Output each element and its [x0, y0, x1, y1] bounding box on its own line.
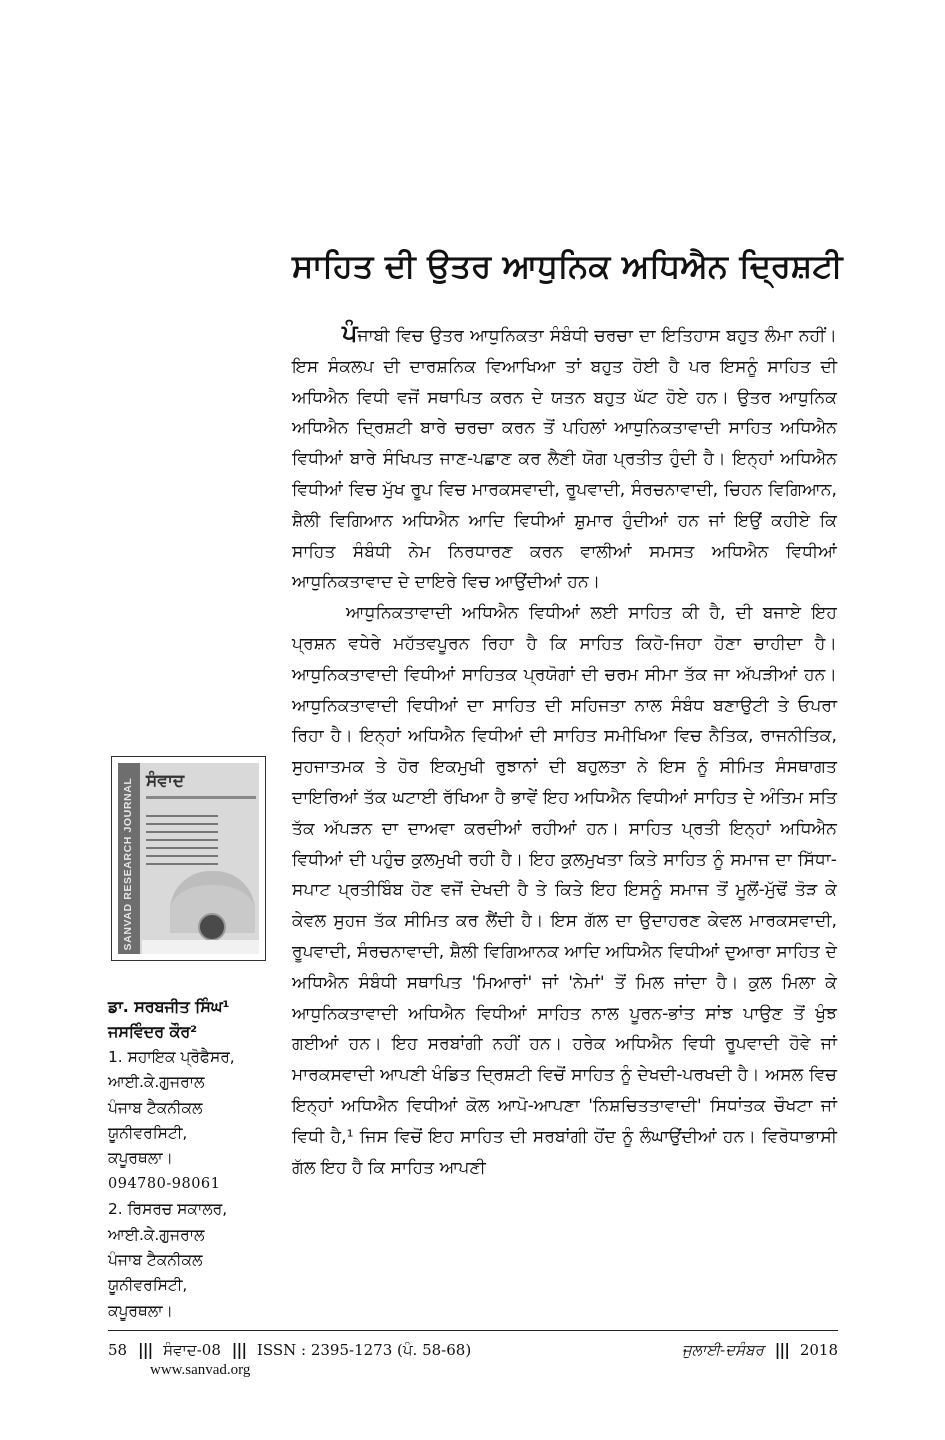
separator-bars: |||	[231, 1340, 247, 1359]
author-name-2: ਜਸਵਿੰਦਰ ਕੌਰ²	[108, 1022, 198, 1042]
article-title: ਸਾਹਿਤ ਦੀ ਉਤਰ ਆਧੁਨਿਕ ਅਧਿਐਨ ਦ੍ਰਿਸ਼ਟੀ	[292, 247, 843, 286]
issue-year: 2018	[799, 1341, 838, 1359]
cover-seal-icon	[198, 913, 226, 941]
affiliation-line: 1. ਸਹਾਇਕ ਪ੍ਰੋਫੈਸਰ,	[108, 1047, 235, 1066]
journal-issue: ਸੰਵਾਦ-08	[163, 1341, 221, 1359]
affiliation-line: ਆਈ.ਕੇ.ਗੁਜਰਾਲ	[108, 1225, 205, 1244]
footer-right	[682, 1340, 838, 1359]
affiliation-line: ਪੰਜਾਬ ਟੈਕਨੀਕਲ	[108, 1098, 203, 1117]
footer-rule	[108, 1330, 838, 1331]
affiliation-line: ਕਪੂਰਥਲਾ।	[108, 1149, 173, 1168]
paragraph-1	[292, 318, 837, 598]
affiliation-line: 2. ਰਿਸਰਚ ਸਕਾਲਰ,	[108, 1200, 228, 1219]
cover-contents-lines	[146, 815, 218, 871]
paragraph-1-text: ਜਾਬੀ ਵਿਚ ਉਤਰ ਆਧੁਨਿਕਤਾ ਸੰਬੰਧੀ ਚਰਚਾ ਦਾ ਇਤਿਹਾਸ ਬਹੁਤ ਲੰਮਾ ਨਹੀਂ। ਇਸ ਸੰਕਲਪ ਦੀ ਦਾਰਸ਼ਨਿਕ ਵਿਆਖਿਆ ਤਾਂ ਬਹੁਤ ਹੋਈ ਹੈ ਪਰ ਇਸਨੂੰ ਸਾਹਿਤ ਦੀ ਅਧਿਐਨ ਵਿਧੀ ਵਜੋਂ ਸਥਾਪਿਤ ਕਰਨ ਦੇ ਯਤਨ ਬਹੁਤ ਘੱਟ ਹੋਏ ਹਨ। ਉਤਰ ਆਧੁਨਿਕ ਅਧਿਐਨ ਦ੍ਰਿਸ਼ਟੀ ਬਾਰੇ ਚਰਚਾ ਕਰਨ ਤੋਂ ਪਹਿਲਾਂ ਆਧੁਨਿਕਤਾਵਾਦੀ ਸਾਹਿਤ ਅਧਿਐਨ ਵਿਧੀਆਂ ਬਾਰੇ ਸੰਖਿਪਤ ਜਾਣ-ਪਛਾਣ ਕਰ ਲੈਣੀ ਯੋਗ ਪ੍ਰਤੀਤ ਹੁੰਦੀ ਹੈ। ਇਨ੍ਹਾਂ ਅਧਿਐਨ ਵਿਧੀਆਂ ਵਿਚ ਮੁੱਖ ਰੂਪ ਵਿਚ ਮਾਰਕਸਵਾਦੀ, ਰੂਪਵਾਦੀ, ਸੰਰਚਨਾਵਾਦੀ, ਚਿਹਨ ਵਿਗਿਆਨ, ਸ਼ੈਲੀ ਵਿਗਿਆਨ ਅਧਿਐਨ ਆਦਿ ਵਿਧੀਆਂ ਸ਼ੁਮਾਰ ਹੁੰਦੀਆਂ ਹਨ ਜਾਂ ਇਉਂ ਕਹੀਏ ਕਿ ਸਾਹਿਤ ਸੰਬੰਧੀ ਨੇਮ ਨਿਰਧਾਰਣ ਕਰਨ ਵਾਲੀਆਂ ਸਮਸਤ ਅਧਿਐਨ ਵਿਧੀਆਂ ਆਧੁਨਿਕਤਾਵਾਦ ਦੇ ਦਾਇਰੇ ਵਿਚ ਆਉਂਦੀਆਂ ਹਨ।	[292, 326, 837, 593]
cover-footer-band	[142, 940, 259, 954]
affiliation-line: ਕਪੂਰਥਲਾ।	[108, 1301, 173, 1320]
affiliation-line: ਆਈ.ਕੇ.ਗੁਜਰਾਲ	[108, 1073, 205, 1092]
journal-cover-image	[111, 756, 266, 961]
article-body	[292, 318, 837, 1183]
cover-logo: ਸੰਵਾਦ	[146, 771, 185, 791]
paragraph-2: ਆਧੁਨਿਕਤਾਵਾਦੀ ਅਧਿਐਨ ਵਿਧੀਆਂ ਲਈ ਸਾਹਿਤ ਕੀ ਹੈ, ਦੀ ਬਜਾਏ ਇਹ ਪ੍ਰਸ਼ਨ ਵਧੇਰੇ ਮਹੱਤਵਪੂਰਨ ਰਿਹਾ ਹੈ ਕਿ ਸਾਹਿਤ ਕਿਹੋ-ਜਿਹਾ ਹੋਣਾ ਚਾਹੀਦਾ ਹੈ। ਆਧੁਨਿਕਤਾਵਾਦੀ ਵਿਧੀਆਂ ਸਾਹਿਤਕ ਪ੍ਰਯੋਗਾਂ ਦੀ ਚਰਮ ਸੀਮਾ ਤੱਕ ਜਾ ਅੱਪੜੀਆਂ ਹਨ। ਆਧੁਨਿਕਤਾਵਾਦੀ ਵਿਧੀਆਂ ਦਾ ਸਾਹਿਤ ਦੀ ਸਹਿਜਤਾ ਨਾਲ ਸੰਬੰਧ ਬਣਾਉਟੀ ਤੇ ਓਪਰਾ ਰਿਹਾ ਹੈ। ਇਨ੍ਹਾਂ ਅਧਿਐਨ ਵਿਧੀਆਂ ਦੀ ਸਾਹਿਤ ਸਮੀਖਿਆ ਵਿਚ ਨੈਤਿਕ, ਰਾਜਨੀਤਿਕ, ਸੁਹਜਾਤਮਕ ਤੇ ਹੋਰ ਇਕਮੁਖੀ ਰੁਝਾਨਾਂ ਦੀ ਬਹੁਲਤਾ ਨੇ ਇਸ ਨੂੰ ਸੀਮਿਤ ਸੰਸਥਾਗਤ ਦਾਇਰਿਆਂ ਤੱਕ ਘਟਾਈ ਰੱਖਿਆ ਹੈ ਭਾਵੇਂ ਇਹ ਅਧਿਐਨ ਵਿਧੀਆਂ ਸਾਹਿਤ ਦੇ ਅੰਤਿਮ ਸਤਿ ਤੱਕ ਅੱਪੜਨ ਦਾ ਦਾਅਵਾ ਕਰਦੀਆਂ ਰਹੀਆਂ ਹਨ। ਸਾਹਿਤ ਪ੍ਰਤੀ ਇਨ੍ਹਾਂ ਅਧਿਐਨ ਵਿਧੀਆਂ ਦੀ ਪਹੁੰਚ ਕੁਲਮੁਖੀ ਰਹੀ ਹੈ। ਇਹ ਕੁਲਮੁਖਤਾ ਕਿਤੇ ਸਾਹਿਤ ਨੂੰ ਸਮਾਜ ਦਾ ਸਿੱਧਾ-ਸਪਾਟ ਪ੍ਰਤੀਬਿੰਬ ਹੋਣ ਵਜੋਂ ਦੇਖਦੀ ਹੈ ਤੇ ਕਿਤੇ ਇਹ ਇਸਨੂੰ ਸਮਾਜ ਤੋਂ ਮੂਲੋਂ-ਮੁੱਢੋਂ ਤੋੜ ਕੇ ਕੇਵਲ ਸੁਹਜ ਤੱਕ ਸੀਮਿਤ ਕਰ ਲੈਂਦੀ ਹੈ। ਇਸ ਗੱਲ ਦਾ ਉਦਾਹਰਣ ਕੇਵਲ ਮਾਰਕਸਵਾਦੀ, ਰੂਪਵਾਦੀ, ਸੰਰਚਨਾਵਾਦੀ, ਸ਼ੈਲੀ ਵਿਗਿਆਨਕ ਆਦਿ ਅਧਿਐਨ ਵਿਧੀਆਂ ਦੁਆਰਾ ਸਾਹਿਤ ਦੇ ਅਧਿਐਨ ਸੰਬੰਧੀ ਸਥਾਪਿਤ 'ਮਿਆਰਾਂ' ਜਾਂ 'ਨੇਮਾਂ' ਤੋਂ ਮਿਲ ਜਾਂਦਾ ਹੈ। ਕੁਲ ਮਿਲਾ ਕੇ ਆਧੁਨਿਕਤਾਵਾਦੀ ਅਧਿਐਨ ਵਿਧੀਆਂ ਸਾਹਿਤ ਨਾਲ ਪੂਰਨ-ਭਾਂਤ ਸਾਂਝ ਪਾਉਣ ਤੋਂ ਖੁੰਝ ਗਈਆਂ ਹਨ। ਇਹ ਸਰਬਾਂਗੀ ਨਹੀਂ ਹਨ। ਹਰੇਕ ਅਧਿਐਨ ਵਿਧੀ ਰੂਪਵਾਦੀ ਹੋਵੇ ਜਾਂ ਮਾਰਕਸਵਾਦੀ ਆਪਣੀ ਖੰਡਿਤ ਦ੍ਰਿਸ਼ਟੀ ਵਿਚੋਂ ਸਾਹਿਤ ਨੂੰ ਦੇਖਦੀ-ਪਰਖਦੀ ਹੈ। ਅਸਲ ਵਿਚ ਇਨ੍ਹਾਂ ਅਧਿਐਨ ਵਿਧੀਆਂ ਕੋਲ ਆਪੋ-ਆਪਣਾ 'ਨਿਸ਼ਚਿਤਤਾਵਾਦੀ' ਸਿਧਾਂਤਕ ਚੌਖਟਾ ਜਾਂ ਵਿਧੀ ਹੈ,¹ ਜਿਸ ਵਿਚੋਂ ਇਹ ਸਾਹਿਤ ਦੀ ਸਰਬਾਂਗੀ ਹੋਂਦ ਨੂੰ ਲੰਘਾਉਂਦੀਆਂ ਹਨ। ਵਿਰੋਧਾਭਾਸੀ ਗੱਲ ਇਹ ਹੈ ਕਿ ਸਾਹਿਤ ਆਪਣੀ	[292, 603, 837, 1178]
affiliation-line: ਯੂਨੀਵਰਸਿਟੀ,	[108, 1124, 188, 1143]
affiliation-line: ਪੰਜਾਬ ਟੈਕਨੀਕਲ	[108, 1251, 203, 1270]
cover-spine	[118, 763, 140, 954]
cover-artwork	[118, 763, 259, 954]
issue-period: ਜੁਲਾਈ-ਦਸੰਬਰ	[681, 1341, 764, 1359]
separator-bars: |||	[137, 1340, 153, 1359]
author-name-1: ਡਾ. ਸਰਬਜੀਤ ਸਿੰਘ¹	[108, 997, 230, 1016]
journal-url[interactable]: www.sanvad.org	[150, 1362, 251, 1378]
author-phone: 094780-98061	[108, 1175, 221, 1192]
affiliation-line: ਯੂਨੀਵਰਸਿਟੀ,	[108, 1276, 188, 1295]
cover-divider	[146, 796, 256, 799]
cover-spine-text: SANVAD RESEARCH JOURNAL	[122, 777, 134, 951]
drop-cap: ਪੰ	[342, 319, 358, 347]
issn-pages: ISSN : 2395-1273 (ਪੰ. 58-68)	[256, 1341, 472, 1359]
separator-bars: |||	[774, 1340, 790, 1359]
footer-left	[108, 1340, 471, 1359]
author-affiliations	[108, 994, 283, 1324]
page-number: 58	[108, 1341, 128, 1359]
